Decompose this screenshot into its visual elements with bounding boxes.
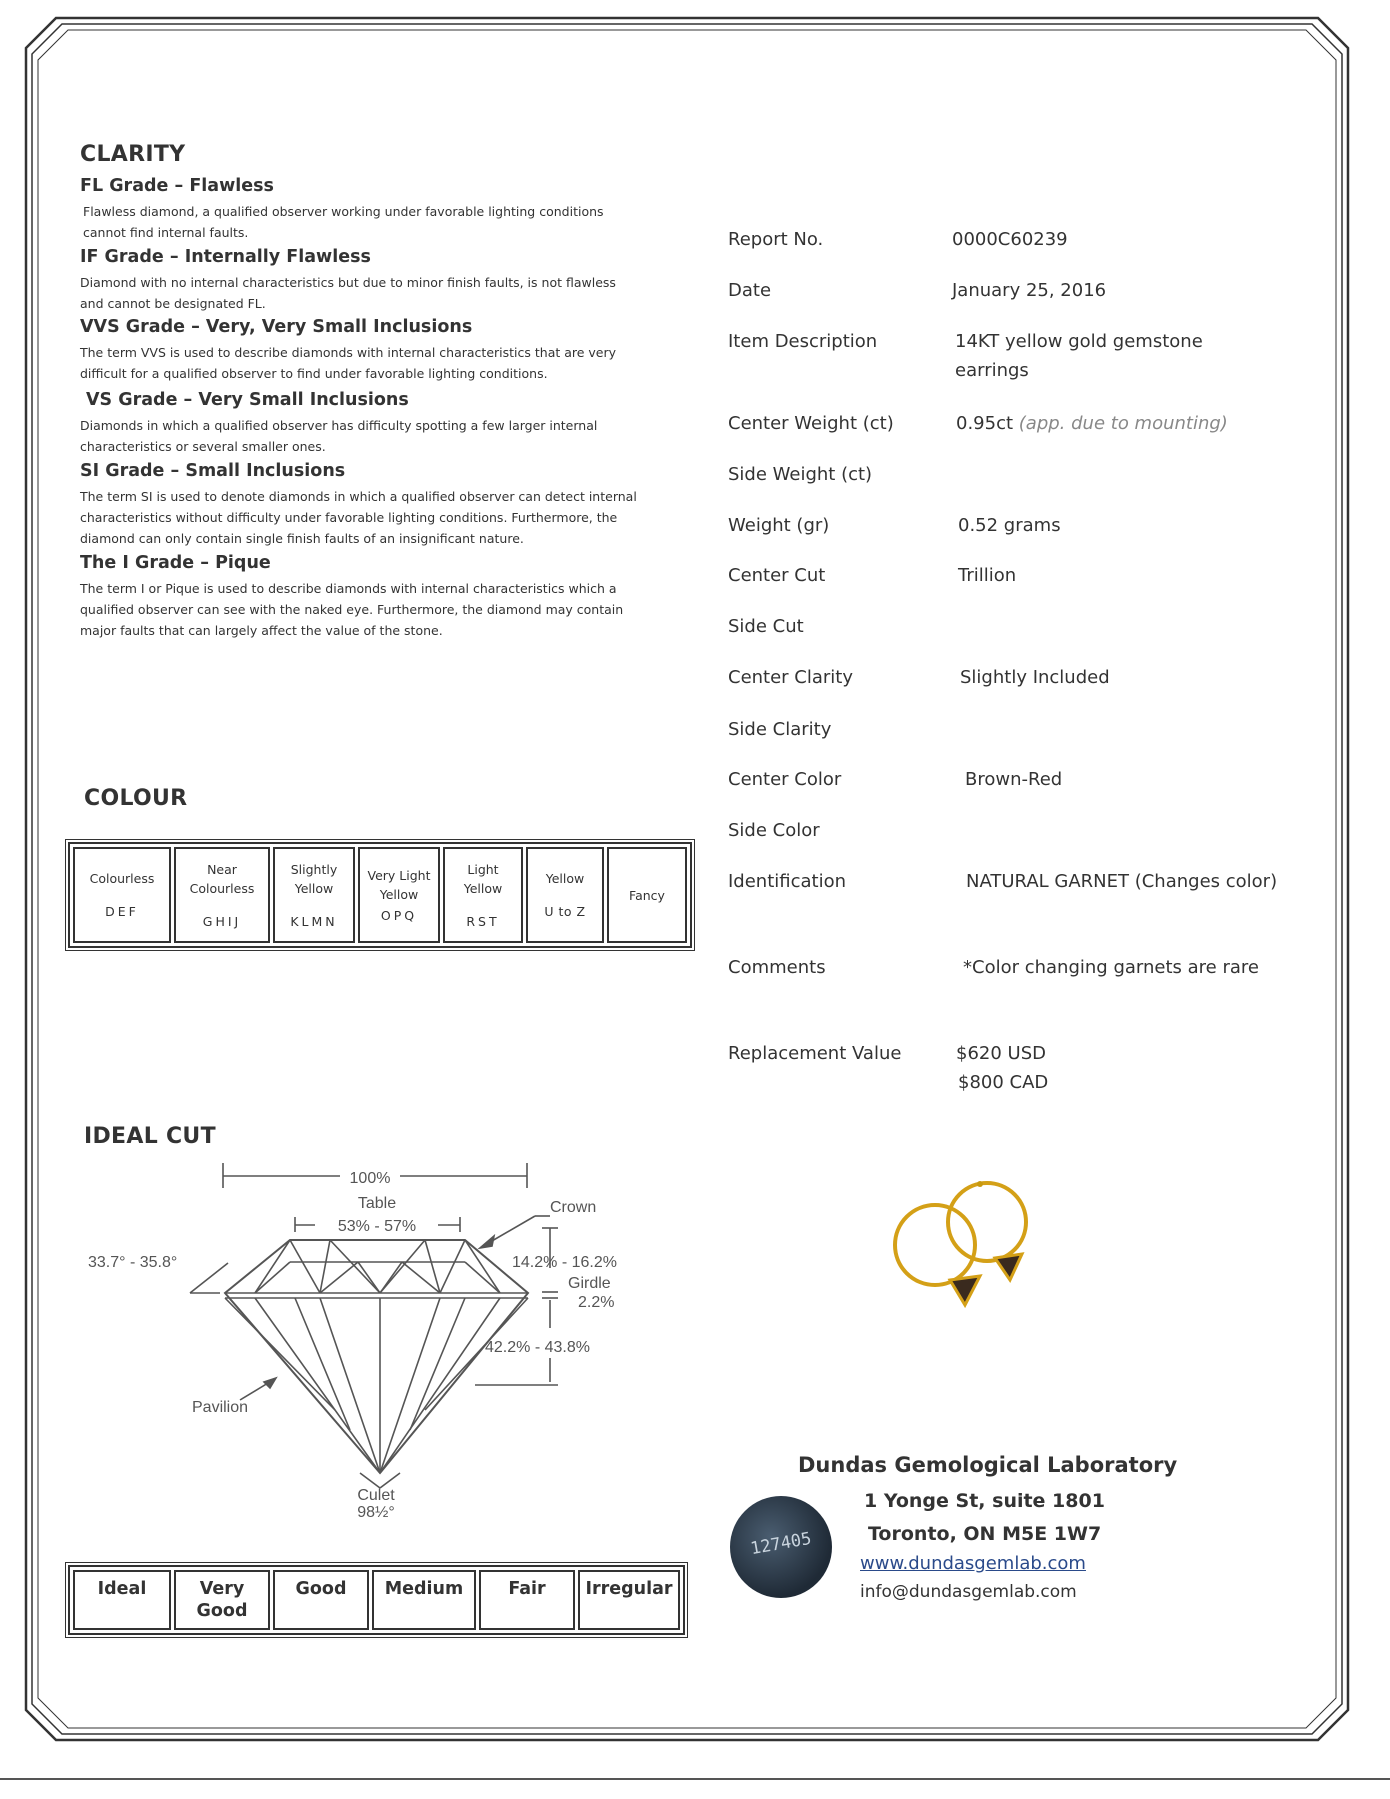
grade-fl-title: FL Grade – Flawless: [80, 176, 274, 196]
cut-grade-cell: Ideal: [73, 1570, 171, 1630]
center-weight-number: 0.95ct: [956, 413, 1014, 434]
colour-cell: [607, 847, 687, 943]
center-color-value: Brown-Red: [965, 769, 1063, 790]
grade-vs-title: VS Grade – Very Small Inclusions: [86, 390, 409, 410]
colour-cell: [174, 847, 270, 943]
center-weight-value: [956, 409, 1228, 438]
center-weight-label: Center Weight (ct): [728, 413, 894, 434]
grade-i-desc: The term I or Pique is used to describe diamonds with internal characteristics which a qualified observer can see with the naked eye. Furthermore, the diamond may contain major faults that can largely affect the value of the stone.: [80, 581, 624, 638]
diagram-crown-angle: 33.7° - 35.8°: [88, 1254, 178, 1271]
colour-label: Slightly Yellow: [290, 861, 338, 896]
lab-website-link[interactable]: www.dundasgemlab.com: [860, 1553, 1086, 1574]
grade-fl-desc: Flawless diamond, a qualified observer working under favorable lighting conditions cannot find internal faults.: [83, 204, 604, 240]
item-description-value-2: earrings: [955, 360, 1029, 381]
lab-address-1: 1 Yonge St, suite 1801: [864, 1490, 1105, 1512]
diagram-culet-angle: 98½°: [357, 1504, 395, 1521]
replacement-value-cad: $800 CAD: [958, 1072, 1049, 1093]
grade-si-desc: The term SI is used to denote diamonds in which a qualified observer can detect internal characteristics without difficulty under favorable lighting conditions. Furthermore, the diamond can only contain single finish faults of an insignificant nature.: [80, 489, 637, 546]
diagram-culet: Culet: [357, 1487, 395, 1504]
colour-code: DEF: [105, 904, 139, 919]
diagram-crown-height: 14.2% - 16.2%: [512, 1254, 617, 1271]
diagram-total: 100%: [349, 1170, 391, 1187]
grade-si-title: SI Grade – Small Inclusions: [80, 461, 346, 481]
side-clarity-label: Side Clarity: [728, 719, 832, 740]
weight-gr-label: Weight (gr): [728, 515, 830, 536]
grade-if-title: IF Grade – Internally Flawless: [80, 247, 371, 267]
diagram-pavilion: Pavilion: [192, 1399, 249, 1416]
lab-name: Dundas Gemological Laboratory: [798, 1453, 1178, 1477]
identification-value: NATURAL GARNET (Changes color): [966, 871, 1278, 892]
center-cut-label: Center Cut: [728, 565, 826, 586]
seal-number: 127405: [749, 1528, 813, 1560]
cut-grade-cell: Fair: [479, 1570, 575, 1630]
cut-grade-cell: Medium: [372, 1570, 476, 1630]
item-description-label: Item Description: [728, 331, 878, 352]
clarity-heading: CLARITY: [80, 142, 186, 167]
replacement-value-label: Replacement Value: [728, 1043, 902, 1064]
cut-grade-cell: Good: [273, 1570, 369, 1630]
diagram-crown: Crown: [550, 1199, 597, 1216]
colour-label: Colourless: [89, 871, 155, 886]
colour-label: Light Yellow: [463, 861, 503, 896]
ideal-cut-heading: IDEAL CUT: [84, 1124, 216, 1149]
center-weight-note: (app. due to mounting): [1018, 413, 1228, 434]
comments-label: Comments: [728, 957, 826, 978]
colour-code: OPQ: [380, 907, 418, 923]
colour-label: Very Light Yellow: [367, 867, 431, 902]
diagram-girdle-value: 2.2%: [578, 1294, 615, 1311]
grade-vvs-title: VVS Grade – Very, Very Small Inclusions: [80, 317, 473, 337]
cut-grade-cell: Irregular: [578, 1570, 680, 1630]
colour-label: Yellow: [545, 871, 585, 886]
center-clarity-label: Center Clarity: [728, 667, 854, 688]
colour-cell: [358, 847, 440, 943]
lab-email: info@dundasgemlab.com: [860, 1582, 1077, 1602]
grade-vvs-desc: The term VVS is used to describe diamonds with internal characteristics that are very difficult for a qualified observer to find under favorable lighting conditions.: [80, 345, 617, 381]
colour-cell: [443, 847, 523, 943]
lab-address-2: Toronto, ON M5E 1W7: [868, 1523, 1102, 1545]
report-no-value: 0000C60239: [952, 229, 1068, 250]
grade-i-title: The I Grade – Pique: [80, 553, 271, 573]
item-description-value-1: 14KT yellow gold gemstone: [955, 331, 1203, 352]
colour-code: GHIJ: [202, 913, 242, 929]
side-color-label: Side Color: [728, 820, 820, 841]
report-no-label: Report No.: [728, 229, 824, 250]
earrings-photo: [880, 1170, 1080, 1310]
diagram-table-range: 53% - 57%: [337, 1218, 417, 1235]
cut-grade-cell: Very Good: [174, 1570, 270, 1630]
colour-cell: [273, 847, 355, 943]
diamond-proportions-diagram: [80, 1150, 680, 1521]
colour-scale-table: [68, 842, 692, 948]
diagram-pavilion-depth: 42.2% - 43.8%: [485, 1339, 590, 1356]
page-edge-line: [0, 1778, 1390, 1780]
cut-grade-table: [68, 1565, 685, 1635]
diagram-table: Table: [357, 1195, 397, 1212]
colour-code: KLMN: [290, 913, 338, 929]
comments-value: *Color changing garnets are rare: [963, 957, 1259, 978]
center-cut-value: Trillion: [958, 565, 1017, 586]
colour-heading: COLOUR: [84, 786, 188, 811]
date-value: January 25, 2016: [952, 280, 1107, 301]
lab-seal-hologram: [730, 1496, 832, 1598]
identification-label: Identification: [728, 871, 847, 892]
grade-vs-desc: Diamonds in which a qualified observer has difficulty spotting a few larger internal characteristics or several smaller ones.: [80, 418, 598, 454]
colour-code: U to Z: [544, 904, 586, 919]
center-color-label: Center Color: [728, 769, 842, 790]
side-cut-label: Side Cut: [728, 616, 804, 637]
center-clarity-value: Slightly Included: [960, 667, 1110, 688]
date-label: Date: [728, 280, 772, 301]
colour-code: RST: [466, 913, 500, 929]
grade-if-desc: Diamond with no internal characteristics but due to minor finish faults, is not flawless and cannot be designated FL.: [80, 275, 616, 311]
side-weight-label: Side Weight (ct): [728, 464, 873, 485]
colour-label: Near Colourless: [189, 861, 255, 896]
diagram-girdle: Girdle: [568, 1275, 611, 1292]
colour-cell: [526, 847, 604, 943]
colour-label: Fancy: [629, 887, 665, 903]
weight-gr-value: 0.52 grams: [958, 515, 1061, 536]
colour-cell: [73, 847, 171, 943]
replacement-value-usd: $620 USD: [956, 1043, 1046, 1064]
